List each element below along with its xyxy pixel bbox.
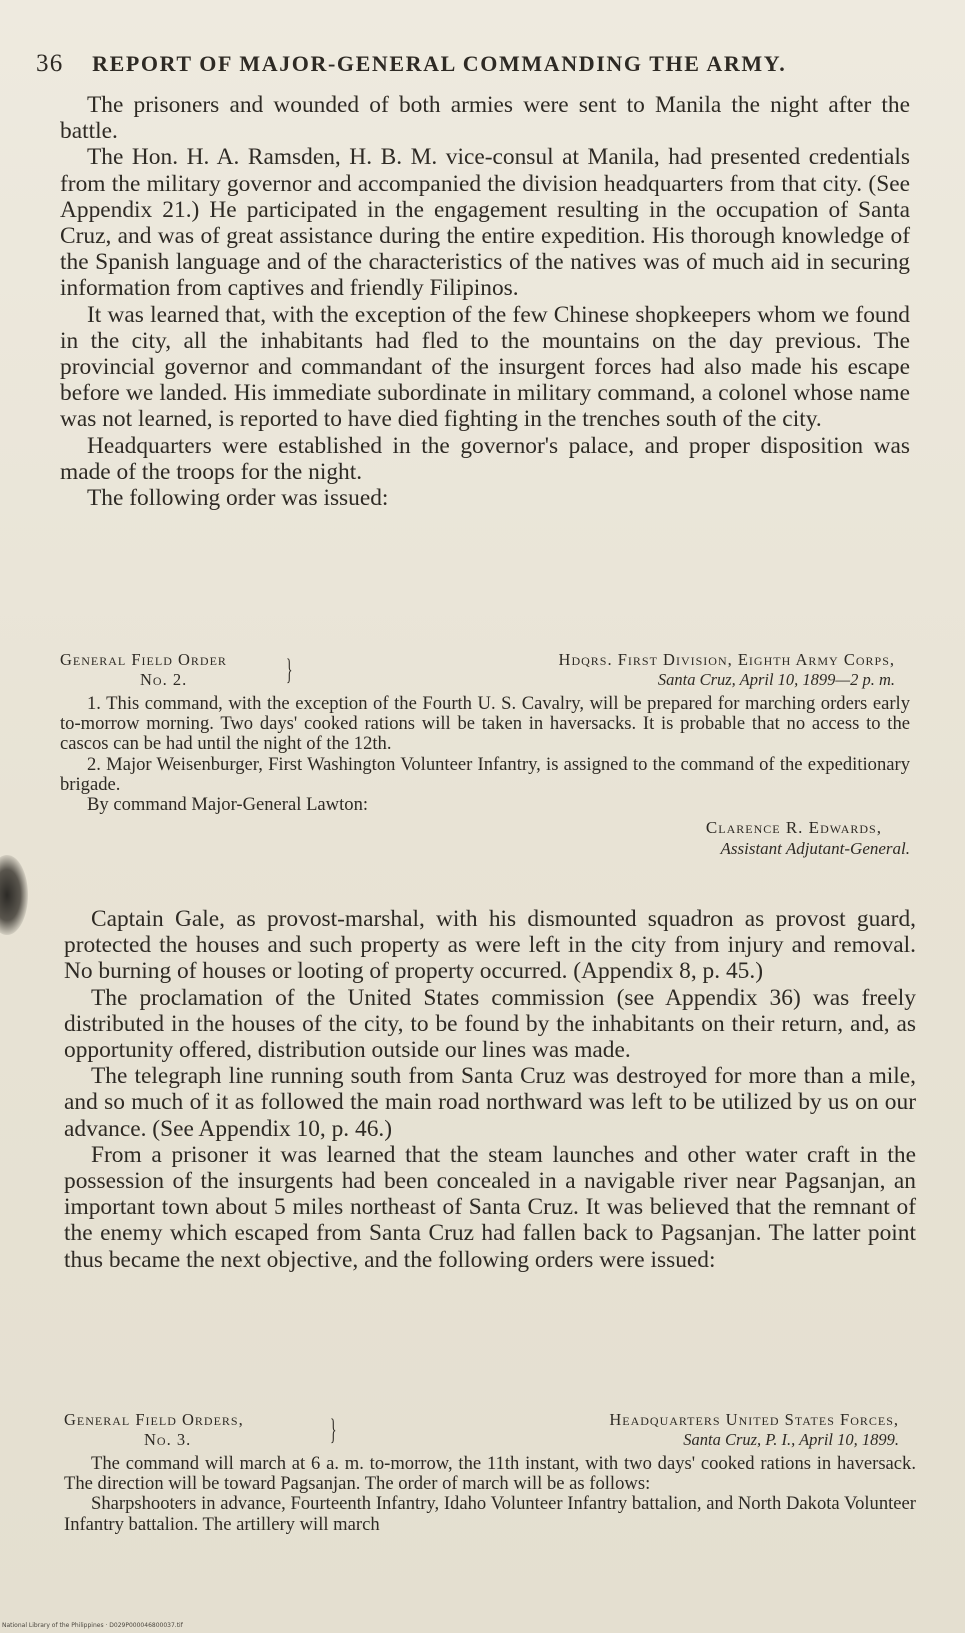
brace: } bbox=[329, 1413, 337, 1446]
order-heading bbox=[64, 1410, 916, 1454]
scan-smudge bbox=[0, 855, 28, 935]
scan-footer: National Library of the Philippines · D029P000046800037.tif bbox=[2, 1622, 183, 1629]
order-date: Santa Cruz, April 10, 1899—2 p. m. bbox=[657, 670, 895, 689]
general-field-order-2 bbox=[60, 650, 910, 859]
order-issuer: Headquarters United States Forces, bbox=[609, 1410, 899, 1429]
paragraph: From a prisoner it was learned that the steam launches and other water craft in the possession of the insurgents had been concealed in a navigable river near Pagsanjan, an important town about 5 miles northeast of Santa Cruz. It was believed that the remnant of the enemy which escaped from Santa Cruz had fallen back to Pagsanjan. The latter point thus became the next objective, and the following orders were issued: bbox=[64, 1141, 916, 1273]
paragraph: Headquarters were established in the governor's palace, and proper disposition was made of the troops for the night. bbox=[60, 432, 910, 485]
order-item: Sharpshooters in advance, Fourteenth Infantry, Idaho Volunteer Infantry battalion, and North Dakota Volunteer Infantry battalion. The artillery will march bbox=[64, 1493, 916, 1535]
general-field-orders-3 bbox=[64, 1410, 916, 1535]
body-section-top bbox=[60, 92, 910, 511]
paragraph: The telegraph line running south from Santa Cruz was destroyed for more than a mile, and so much of it as followed the main road northward was left to be utilized by us on our advance. (See Appendix 10, p. 46.) bbox=[64, 1063, 916, 1142]
paragraph: Captain Gale, as provost-marshal, with his dismounted squadron as provost guard, protected the houses and such property as were left in the city from injury and removal. No burning of houses or looting of property occurred. (Appendix 8, p. 45.) bbox=[64, 906, 916, 985]
paragraph: The following order was issued: bbox=[87, 485, 389, 512]
order-item: By command Major-General Lawton: bbox=[87, 794, 369, 816]
order-signature bbox=[60, 817, 910, 859]
page-number: 36 bbox=[36, 50, 64, 77]
running-title: REPORT OF MAJOR-GENERAL COMMANDING THE ARMY. bbox=[92, 51, 787, 76]
paragraph: It was learned that, with the exception of the few Chinese shopkeepers whom we found in the city, all the inhabitants had fled to the mountains on the day previous. The provincial governor and commandant of the insurgent forces had also made his escape before we landed. His immediate subordinate in military command, a colonel whose name was not learned, is reported to have died fighting in the trenches south of the city. bbox=[60, 301, 910, 433]
order-date: Santa Cruz, P. I., April 10, 1899. bbox=[683, 1430, 899, 1449]
order-item: 2. Major Weisenburger, First Washington Volunteer Infantry, is assigned to the command of the expeditionary brigade. bbox=[60, 753, 910, 795]
signer-title: Assistant Adjutant-General. bbox=[720, 839, 910, 859]
brace: } bbox=[285, 653, 293, 686]
signer-name: Clarence R. Edwards, bbox=[705, 818, 882, 838]
order-issuer: Hdqrs. First Division, Eighth Army Corps, bbox=[558, 650, 895, 669]
order-number: No. 3. bbox=[144, 1430, 192, 1449]
body-section-middle bbox=[64, 906, 916, 1273]
order-designation bbox=[64, 1410, 244, 1450]
order-origin bbox=[390, 650, 895, 690]
running-header bbox=[36, 50, 896, 78]
order-item: 1. This command, with the exception of the Fourth U. S. Cavalry, will be prepared for marching orders early to-morrow morning. Two days' cooked rations will be taken in haversacks. It is probable that no access to the cascos can be had until the night of the 12th. bbox=[60, 693, 910, 755]
paragraph: The proclamation of the United States commission (see Appendix 36) was freely distributed in the houses of the city, to be found by the inhabitants on their return, and, as opportunity offered, distribution outside our lines was made. bbox=[64, 984, 916, 1064]
order-item: The command will march at 6 a. m. to-morrow, the 11th instant, with two days' cooked rations in haversack. The direction will be toward Pagsanjan. The order of march will be as follows: bbox=[64, 1453, 916, 1495]
order-title: General Field Order bbox=[60, 650, 227, 669]
order-origin bbox=[444, 1410, 899, 1450]
order-designation bbox=[60, 650, 227, 690]
order-title: General Field Orders, bbox=[64, 1410, 244, 1429]
paragraph: The prisoners and wounded of both armies were sent to Manila the night after the battle. bbox=[60, 92, 910, 145]
order-heading bbox=[60, 650, 910, 694]
paragraph: The Hon. H. A. Ramsden, H. B. M. vice-consul at Manila, had presented credentials from the military governor and accompanied the division headquarters from that city. (See Appendix 21.) He participated in the engagement resulting in the occupation of Santa Cruz, and was of great assistance during the entire expedition. His thorough knowledge of the Spanish language and of the characteristics of the natives was of much aid in securing information from captives and friendly Filipinos. bbox=[60, 144, 910, 302]
order-number: No. 2. bbox=[140, 670, 188, 689]
